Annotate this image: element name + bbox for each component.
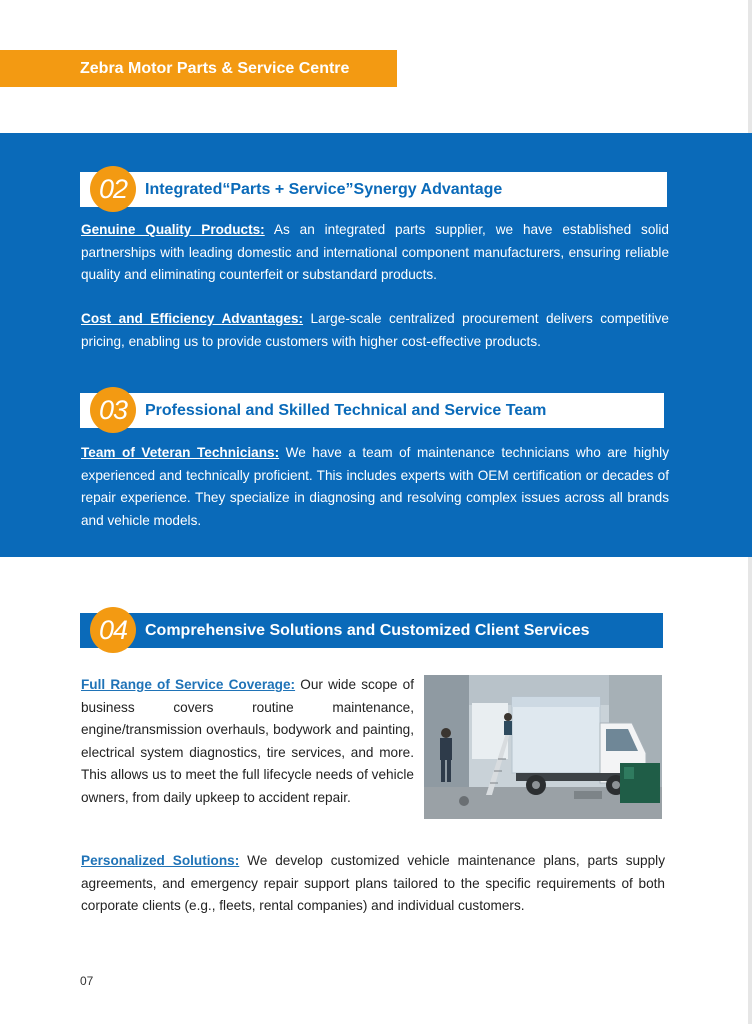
paragraph-lead: Cost and Efficiency Advantages: (81, 311, 304, 326)
paragraph-lead: Team of Veteran Technicians: (81, 445, 280, 460)
page-number: 07 (80, 974, 94, 988)
paragraph-lead: Full Range of Service Coverage: (81, 677, 296, 692)
section-03-number-badge: 03 (90, 387, 136, 433)
paragraph-text: We have a team of maintenance technicians who are highly experienced and technically proficient. This includes experts with OEM certification or decades of repair experience. They specialize in diagnosing and resolving complex issues across all brands and vehicle models. (81, 445, 669, 528)
section-04-paragraph-2 (81, 850, 665, 918)
section-04-number-badge: 04 (90, 607, 136, 653)
section-03-title: Professional and Skilled Technical and Service Team (145, 401, 547, 419)
section-04-paragraph-1 (81, 674, 414, 809)
paragraph-lead: Genuine Quality Products: (81, 222, 265, 237)
paragraph-lead: Personalized Solutions: (81, 853, 240, 868)
section-04-heading (80, 613, 663, 648)
section-02-title: Integrated“Parts + Service”Synergy Advantage (145, 180, 503, 198)
section-02-number-badge: 02 (90, 166, 136, 212)
section-03-heading (80, 393, 664, 428)
section-02-paragraph-1 (81, 219, 669, 287)
section-02-paragraph-2 (81, 308, 669, 353)
section-04-title: Comprehensive Solutions and Customized Client Services (145, 621, 590, 639)
paragraph-text: We develop customized vehicle maintenance plans, parts supply agreements, and emergency repair support plans tailored to the specific requirements of both corporate clients (e.g., fleets, rental companies) and individual customers. (81, 853, 665, 913)
workshop-truck-photo (424, 675, 662, 819)
section-03-paragraph-1 (81, 442, 669, 532)
paragraph-text: Our wide scope of business covers routine maintenance, engine/transmission overhauls, bodywork and painting, electrical system diagnostics, tire services, and more. This allows us to meet the full lifecycle needs of vehicle owners, from daily upkeep to accident repair. (81, 677, 414, 805)
paragraph-text: As an integrated parts supplier, we have established solid partnerships with leading domestic and international component manufacturers, ensuring reliable quality and eliminating counterfeit or substandard products. (81, 222, 669, 282)
header-title: Zebra Motor Parts & Service Centre (80, 59, 350, 77)
section-02-heading (80, 172, 667, 207)
header-banner (0, 50, 397, 87)
paragraph-text: Large-scale centralized procurement delivers competitive pricing, enabling us to provide customers with higher cost-effective products. (81, 311, 669, 349)
